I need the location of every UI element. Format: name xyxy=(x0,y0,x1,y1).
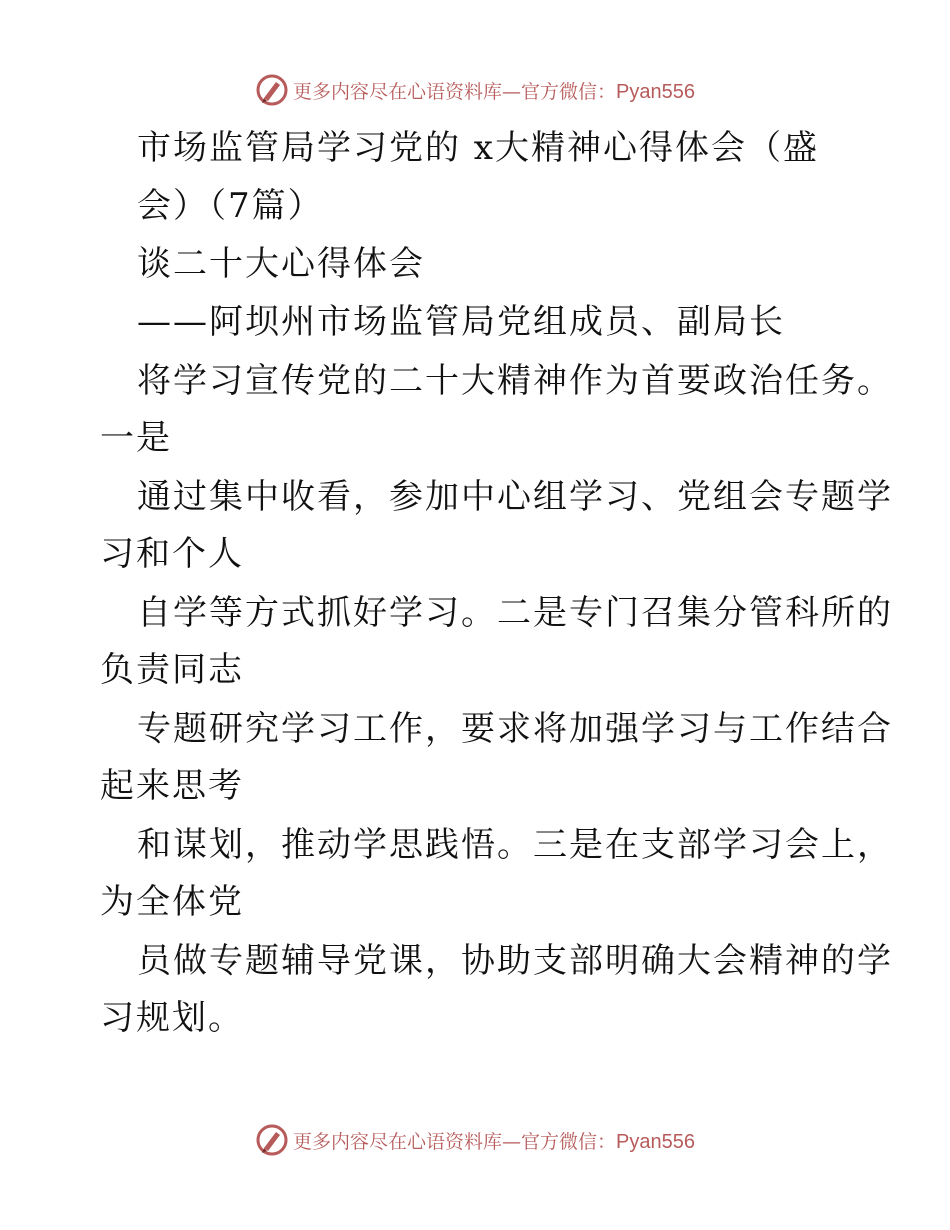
body-line: 员做专题辅导党课，协助支部明确大会精神的学 xyxy=(137,941,893,981)
body-line: 将学习宣传党的二十大精神作为首要政治任务。 xyxy=(137,361,893,401)
watermark-text: 更多内容尽在心语资料库—官方微信：Pyan556 xyxy=(293,1130,695,1153)
body-line: 为全体党 xyxy=(100,882,244,922)
title-line-2: 会）（7篇） xyxy=(137,186,324,226)
body-line: 和谋划，推动学思践悟。三是在支部学习会上， xyxy=(137,825,893,865)
body-line: 负责同志 xyxy=(100,650,244,690)
body-line: 专题研究学习工作，要求将加强学习与工作结合 xyxy=(137,709,893,749)
title-line-1: 市场监管局学习党的 x大精神心得体会（盛 xyxy=(137,128,819,168)
footer-watermark xyxy=(0,1120,950,1160)
watermark-text: 更多内容尽在心语资料库—官方微信：Pyan556 xyxy=(293,80,695,103)
author-line: ——阿坝州市场监管局党组成员、副局长 xyxy=(137,302,785,342)
body-line: 习规划。 xyxy=(100,998,244,1038)
body-line: 通过集中收看，参加中心组学习、党组会专题学 xyxy=(137,477,893,517)
watermark-handle: Pyan556 xyxy=(616,80,695,103)
body-line: 起来思考 xyxy=(100,766,244,806)
body-line: 自学等方式抓好学习。二是专门召集分管科所的 xyxy=(137,593,893,633)
body-line: 一是 xyxy=(100,418,172,458)
body-line: 习和个人 xyxy=(100,534,244,574)
watermark-handle: Pyan556 xyxy=(616,1130,695,1153)
pen-logo-icon xyxy=(255,1123,289,1157)
subtitle-line: 谈二十大心得体会 xyxy=(137,244,425,284)
